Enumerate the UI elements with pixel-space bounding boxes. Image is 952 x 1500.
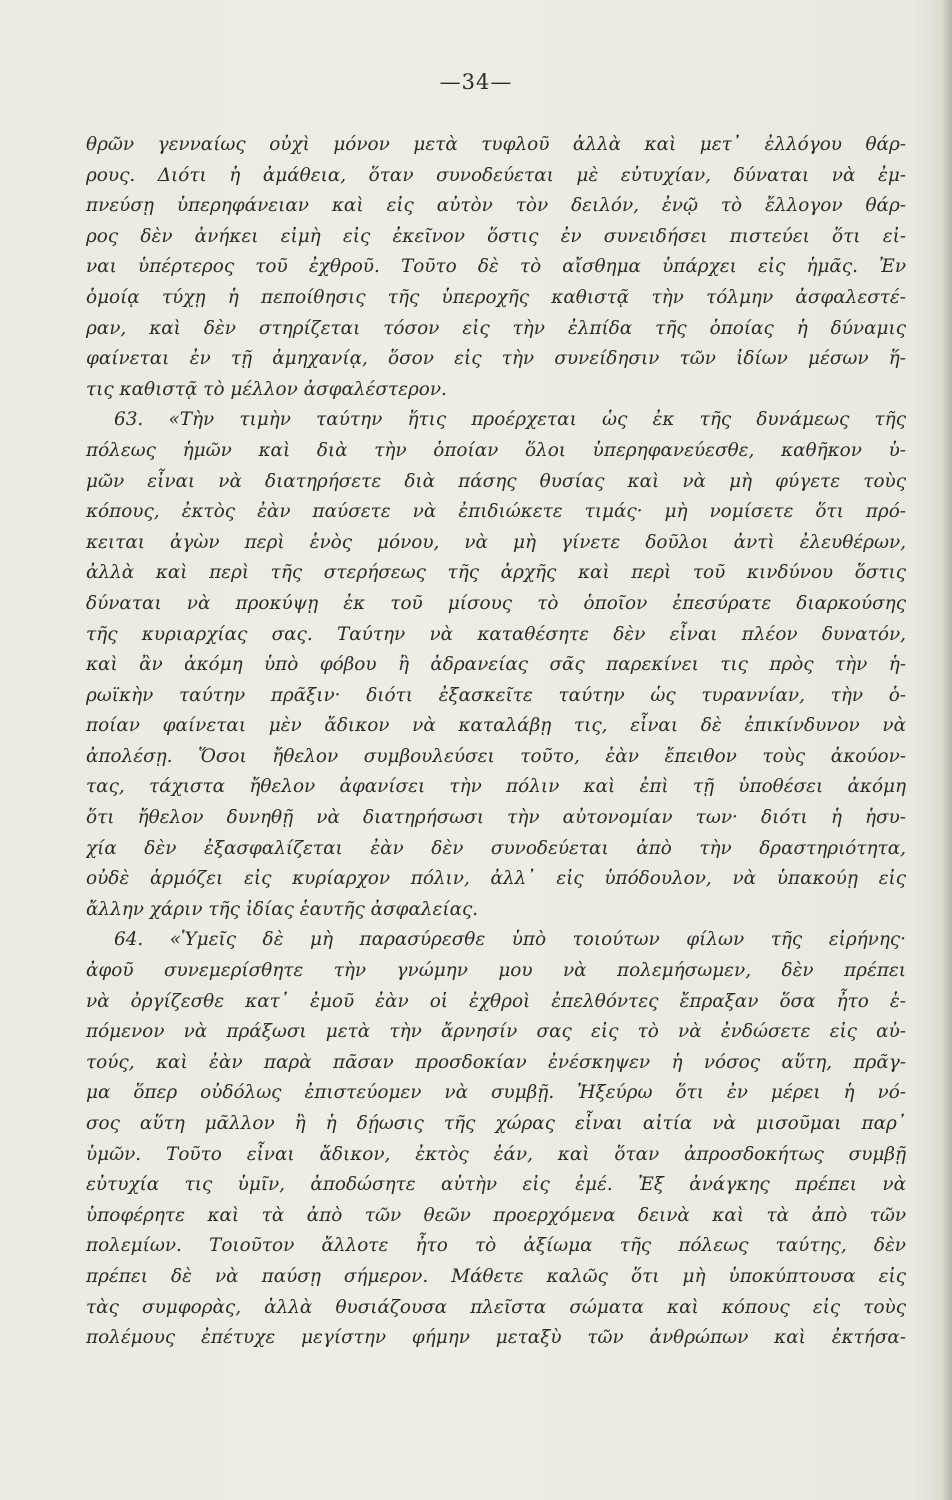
page-number: —34— <box>439 70 513 94</box>
text-line: ποίαν φαίνεται μὲν ἄδικον νὰ καταλάβῃ τις, εἶναι δὲ ἐπικίνδυνον νὰ <box>86 715 906 737</box>
text-line: φαίνεται ἐν τῇ ἀμηχανίᾳ, ὅσον εἰς τὴν συνείδησιν τῶν ἰδίων μέσων ἥ- <box>86 348 906 370</box>
text-line: τας, τάχιστα ἤθελον ἀφανίσει τὴν πόλιν καὶ ἐπὶ τῇ ὑποθέσει ἀκόμη <box>86 776 906 798</box>
text-line: ὑποφέρητε καὶ τὰ ἀπὸ τῶν θεῶν προερχόμενα δεινὰ καὶ τὰ ἀπὸ τῶν <box>86 1204 906 1226</box>
text-line: ὅτι ἤθελον δυνηθῇ νὰ διατηρήσωσι τὴν αὐτονομίαν των· διότι ἡ ἡσυ- <box>86 807 906 829</box>
text-line: ὑμῶν. Τοῦτο εἶναι ἄδικον, ἐκτὸς ἐάν, καὶ ὅταν ἀπροσδοκήτως συμβῇ <box>86 1143 906 1165</box>
text-line: ὁμοίᾳ τύχῃ ἡ πεποίθησις τῆς ὑπεροχῆς καθιστᾷ τὴν τόλμην ἀσφαλεστέ- <box>86 286 906 308</box>
text-line: ρος δὲν ἀνήκει εἰμὴ εἰς ἐκεῖνον ὅστις ἐν συνειδήσει πιστεύει ὅτι εἰ- <box>86 225 906 247</box>
text-line: θρῶν γενναίως οὐχὶ μόνον μετὰ τυφλοῦ ἀλλὰ καὶ μετ᾽ ἐλλόγου θάρ- <box>86 134 906 155</box>
paragraph-64-start: 64. «Ὑμεῖς δὲ μὴ παρασύρεσθε ὑπὸ τοιούτων φίλων τῆς εἰρήνης· <box>114 929 906 951</box>
text-line: ναι ὑπέρτερος τοῦ ἐχθροῦ. Τοῦτο δὲ τὸ αἴσθημα ὑπάρχει εἰς ἡμᾶς. Ἐν <box>86 256 906 278</box>
text-line: πνεύσῃ ὑπερηφάνειαν καὶ εἰς αὐτὸν τὸν δειλόν, ἐνῷ τὸ ἔλλογον θάρ- <box>86 195 906 217</box>
text-line: πολέμους ἐπέτυχε μεγίστην φήμην μεταξὺ τῶν ἀνθρώπων καὶ ἐκτήσα- <box>86 1327 906 1349</box>
text-line: κειται ἀγὼν περὶ ἑνὸς μόνου, νὰ μὴ γίνετε δοῦλοι ἀντὶ ἐλευθέρων, <box>86 531 906 553</box>
text-line: ἀλλὰ καὶ περὶ τῆς στερήσεως τῆς ἀρχῆς καὶ περὶ τοῦ κινδύνου ὅστις <box>86 562 906 584</box>
text-line: τις καθιστᾷ τὸ μέλλον ἀσφαλέστερον. <box>86 378 447 400</box>
text-line: τούς, καὶ ἐὰν παρὰ πᾶσαν προσδοκίαν ἐνέσκηψεν ἡ νόσος αὕτη, πρᾶγ- <box>86 1051 906 1073</box>
text-line: νὰ ὀργίζεσθε κατ᾽ ἐμοῦ ἐὰν οἱ ἐχθροὶ ἐπελθόντες ἔπραξαν ὅσα ἦτο ἑ- <box>86 990 906 1012</box>
text-line: τῆς κυριαρχίας σας. Ταύτην νὰ καταθέσητε δὲν εἶναι πλέον δυνατόν, <box>86 623 906 645</box>
text-line: χία δὲν ἐξασφαλίζεται ἐὰν δὲν συνοδεύεται ἀπὸ τὴν δραστηριότητα, <box>86 837 906 859</box>
text-line: κόπους, ἐκτὸς ἐὰν παύσετε νὰ ἐπιδιώκετε τιμάς· μὴ νομίσετε ὅτι πρό- <box>86 501 906 523</box>
text-line: εὐτυχία τις ὑμῖν, ἀποδώσητε αὐτὴν εἰς ἐμέ. Ἐξ ἀνάγκης πρέπει νὰ <box>86 1174 906 1196</box>
text-line: πόλεως ἡμῶν καὶ διὰ τὴν ὁποίαν ὅλοι ὑπερηφανεύεσθε, καθῆκον ὑ- <box>86 439 906 461</box>
body-text <box>86 130 906 1354</box>
text-line: μα ὅπερ οὐδόλως ἐπιστεύομεν νὰ συμβῇ. Ἠξεύρω ὅτι ἐν μέρει ἡ νό- <box>86 1082 906 1104</box>
text-line: ρους. Διότι ἡ ἀμάθεια, ὅταν συνοδεύεται μὲ εὐτυχίαν, δύναται νὰ ἐμ- <box>86 164 906 186</box>
text-line: οὐδὲ ἁρμόζει εἰς κυρίαρχον πόλιν, ἀλλ᾽ εἰς ὑπόδουλον, νὰ ὑπακούῃ εἰς <box>86 868 906 890</box>
text-line: πολεμίων. Τοιοῦτον ἄλλοτε ἦτο τὸ ἀξίωμα τῆς πόλεως ταύτης, δὲν <box>86 1235 906 1257</box>
text-line: πόμενον νὰ πράξωσι μετὰ τὴν ἄρνησίν σας εἰς τὸ νὰ ἐνδώσετε εἰς αὐ- <box>86 1021 906 1043</box>
paragraph-63-start: 63. «Τὴν τιμὴν ταύτην ἥτις προέρχεται ὡς ἐκ τῆς δυνάμεως τῆς <box>114 409 906 431</box>
text-line: ρωϊκὴν ταύτην πρᾶξιν· διότι ἐξασκεῖτε ταύτην ὡς τυραννίαν, τὴν ὁ- <box>86 684 906 706</box>
text-line: ἀφοῦ συνεμερίσθητε τὴν γνώμην μου νὰ πολεμήσωμεν, δὲν πρέπει <box>86 960 906 982</box>
text-line: μῶν εἶναι νὰ διατηρήσετε διὰ πάσης θυσίας καὶ νὰ μὴ φύγετε τοὺς <box>86 470 906 492</box>
text-line: δύναται νὰ προκύψῃ ἐκ τοῦ μίσους τὸ ὁποῖον ἐπεσύρατε διαρκούσης <box>86 592 906 614</box>
page-edge-shadow <box>942 0 952 1500</box>
text-line: πρέπει δὲ νὰ παύσῃ σήμερον. Μάθετε καλῶς ὅτι μὴ ὑποκύπτουσα εἰς <box>86 1265 906 1287</box>
text-line: ἄλλην χάριν τῆς ἰδίας ἑαυτῆς ἀσφαλείας. <box>86 898 479 920</box>
text-line: σος αὕτη μᾶλλον ἢ ἡ δῄωσις τῆς χώρας εἶναι αἰτία νὰ μισοῦμαι παρ᾽ <box>86 1113 906 1134</box>
text-line: καὶ ἂν ἀκόμη ὑπὸ φόβου ἢ ἀδρανείας σᾶς παρεκίνει τις πρὸς τὴν ἡ- <box>86 654 906 676</box>
text-line: τὰς συμφορὰς, ἀλλὰ θυσιάζουσα πλεῖστα σώματα καὶ κόπους εἰς τοὺς <box>86 1296 906 1318</box>
text-line: ἀπολέσῃ. Ὅσοι ἤθελον συμβουλεύσει τοῦτο, ἐὰν ἔπειθον τοὺς ἀκούον- <box>86 745 906 767</box>
text-line: ραν, καὶ δὲν στηρίζεται τόσον εἰς τὴν ἐλπίδα τῆς ὁποίας ἡ δύναμις <box>86 317 906 339</box>
